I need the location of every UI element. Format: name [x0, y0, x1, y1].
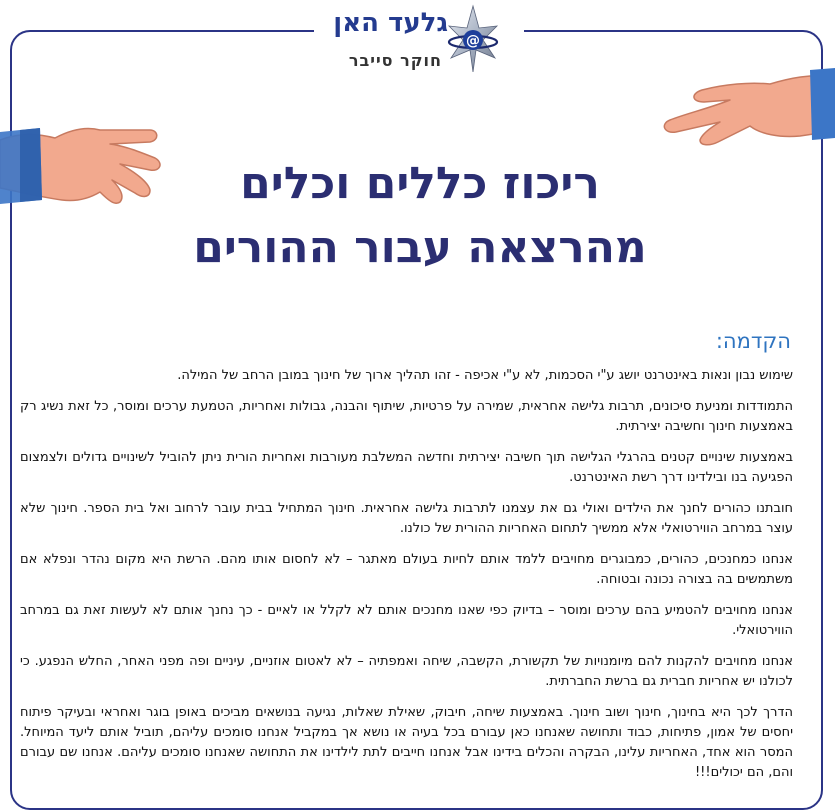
logo-subtitle: חוקר סייבר	[348, 51, 442, 70]
title-line-2: מהרצאה עבור ההורים	[193, 222, 647, 273]
paragraph: התמודדות ומניעת סיכונים, תרבות גלישה אחראית, שמירה על פרטיות, שיתוף והבנה, גבולות ואחריות, הטמעת ערכים ומוסר, כל זאת נשיג רק באמצעות חינוך וחשיבה יצירתית.	[20, 399, 793, 434]
paragraph: שימוש נבון ונאות באינטרנט יושג ע"י הסכמות, לא ע"י אכיפה - זהו תהליך ארוך של חינוך במובן הרחב של המילה.	[177, 368, 793, 383]
paragraph: אנחנו מחויבים להטמיע בהם ערכים ומוסר – בדיוק כפי שאנו מחנכים אותם לא לקלל או לאיים - כך נחנך אותם לא לעשות זאת גם במרחב הווירטואלי.	[20, 603, 793, 638]
title-line-1: ריכוז כללים וכלים	[240, 158, 600, 209]
paragraph: הדרך לכך היא בחינוך, חינוך ושוב חינוך. באמצעות שיחה, חיבוק, שאילת שאלות, נגיעה בנושאים מביכים באופן בוגר ואחראי ובעיקר פיתוח יחסים של אמון, פתיחות, כבוד ותחושה שאנחנו כאן עבורם בכל בעיה או נושא אך במקביל אנחנו סומכים עליהם, תוביל אותם ליעד המיוחל. המסר הוא אחד, האחריות עלינו, הבקרה והכלים בידינו אבל אנחנו חייבים לתת לילדינו את התחושה שאנחנו סומכים עליהם. אנחנו שם עבורם והם, הם יכולים!!!	[20, 705, 793, 780]
paragraph: אנחנו מחויבים להקנות להם מיומנויות של תקשורת, הקשבה, שיחה ואמפתיה – לא לאטום אוזניים, עיניים ופה מפני האחר, החלש הנפגע. כי לכולנו יש אחריות חברית גם ברשת החברתית.	[20, 654, 793, 689]
paragraph: באמצעות שינויים קטנים בהרגלי הגלישה תוך חשיבה יצירתית וחדשה המשלבת מעורבות ואחריות הורית ניתן להוביל לשינויים גדולים ולצמצום הפגיעה בנו ובילדינו דרך רשת האינטרנט.	[20, 450, 793, 485]
section-heading: הקדמה:	[715, 329, 791, 353]
right-hand-illustration	[630, 68, 835, 150]
paragraph: חובתנו כהורים לחנך את הילדים ואולי גם את עצמנו לתרבות גלישה אחראית. חינוך המתחיל בבית עובר לרחוב ואל בית הספר. חינוך שלא עוצר במרחב הווירטואלי אלא ממשיך לתחום האחריות ההורית של כולנו.	[20, 501, 793, 536]
svg-text:@: @	[466, 33, 480, 49]
sheriff-star-at-sign-icon	[447, 4, 499, 76]
body-text	[20, 366, 793, 794]
paragraph: אנחנו כמחנכים, כהורים, כמבוגרים מחויבים ללמד אותם לחיות בעולם מאתגר – לא לחסום אותו מהם. הרשת היא מקום נהדר ונפלא אם משתמשים בה בצורה נכונה ובטוחה.	[20, 552, 793, 587]
logo-name: גלעד האן	[333, 8, 448, 38]
